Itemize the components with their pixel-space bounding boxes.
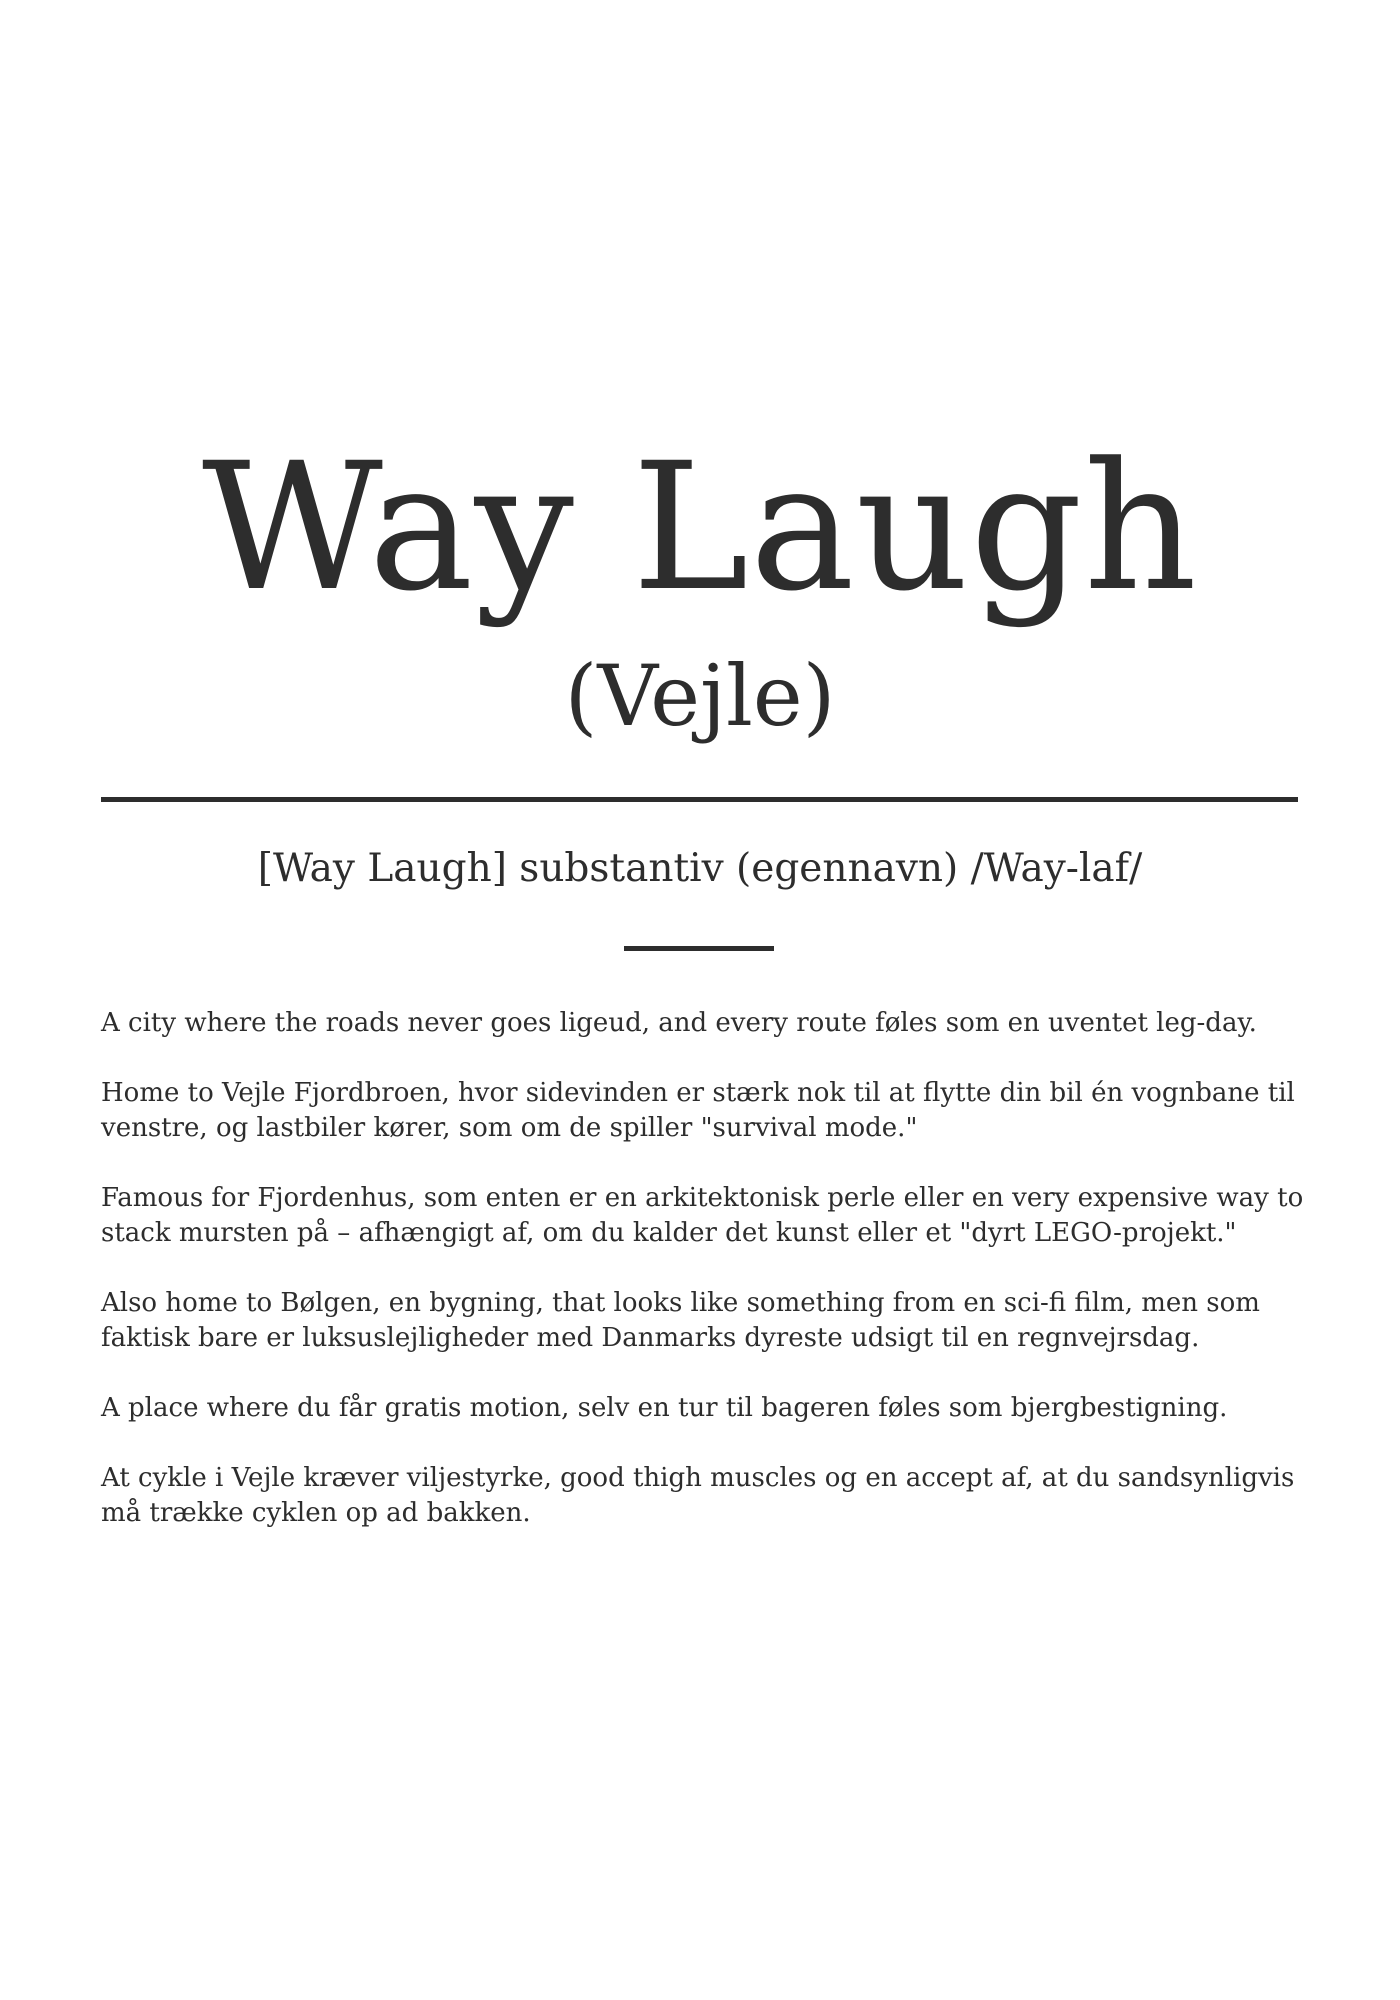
- entry-title: Way Laugh: [201, 425, 1199, 630]
- definition-paragraph: Home to Vejle Fjordbroen, hvor sidevinden er stærk nok til at flytte din bil én vognbane til venstre, og lastbiler kører, som om de spiller "survival mode.": [101, 1078, 1295, 1143]
- definition-paragraph: At cykle i Vejle kræver viljestyrke, good thigh muscles og en accept af, at du sandsynligvis må trække cyklen op ad bakken.: [101, 1463, 1295, 1528]
- definition-paragraph: A place where du får gratis motion, selv en tur til bageren føles som bjergbestigning.: [101, 1393, 1228, 1423]
- divider-rule: [101, 797, 1298, 802]
- definition-text: [101, 1006, 1311, 1566]
- entry-subtitle: (Vejle): [564, 647, 836, 745]
- pronunciation-line: [Way Laugh] substantiv (egennavn) /Way-laf/: [257, 846, 1143, 891]
- definition-paragraph: Famous for Fjordenhus, som enten er en arkitektonisk perle eller en very expensive way to stack mursten på – afhængigt af, om du kalder det kunst eller et "dyrt LEGO-projekt.": [101, 1183, 1304, 1248]
- definition-paragraph: Also home to Bølgen, en bygning, that looks like something from en sci-fi film, men som faktisk bare er luksuslejligheder med Danmarks dyreste udsigt til en regnvejrsdag.: [101, 1288, 1260, 1353]
- short-divider-rule: [624, 946, 774, 951]
- definition-paragraph: A city where the roads never goes ligeud, and every route føles som en uventet leg-day.: [101, 1008, 1257, 1038]
